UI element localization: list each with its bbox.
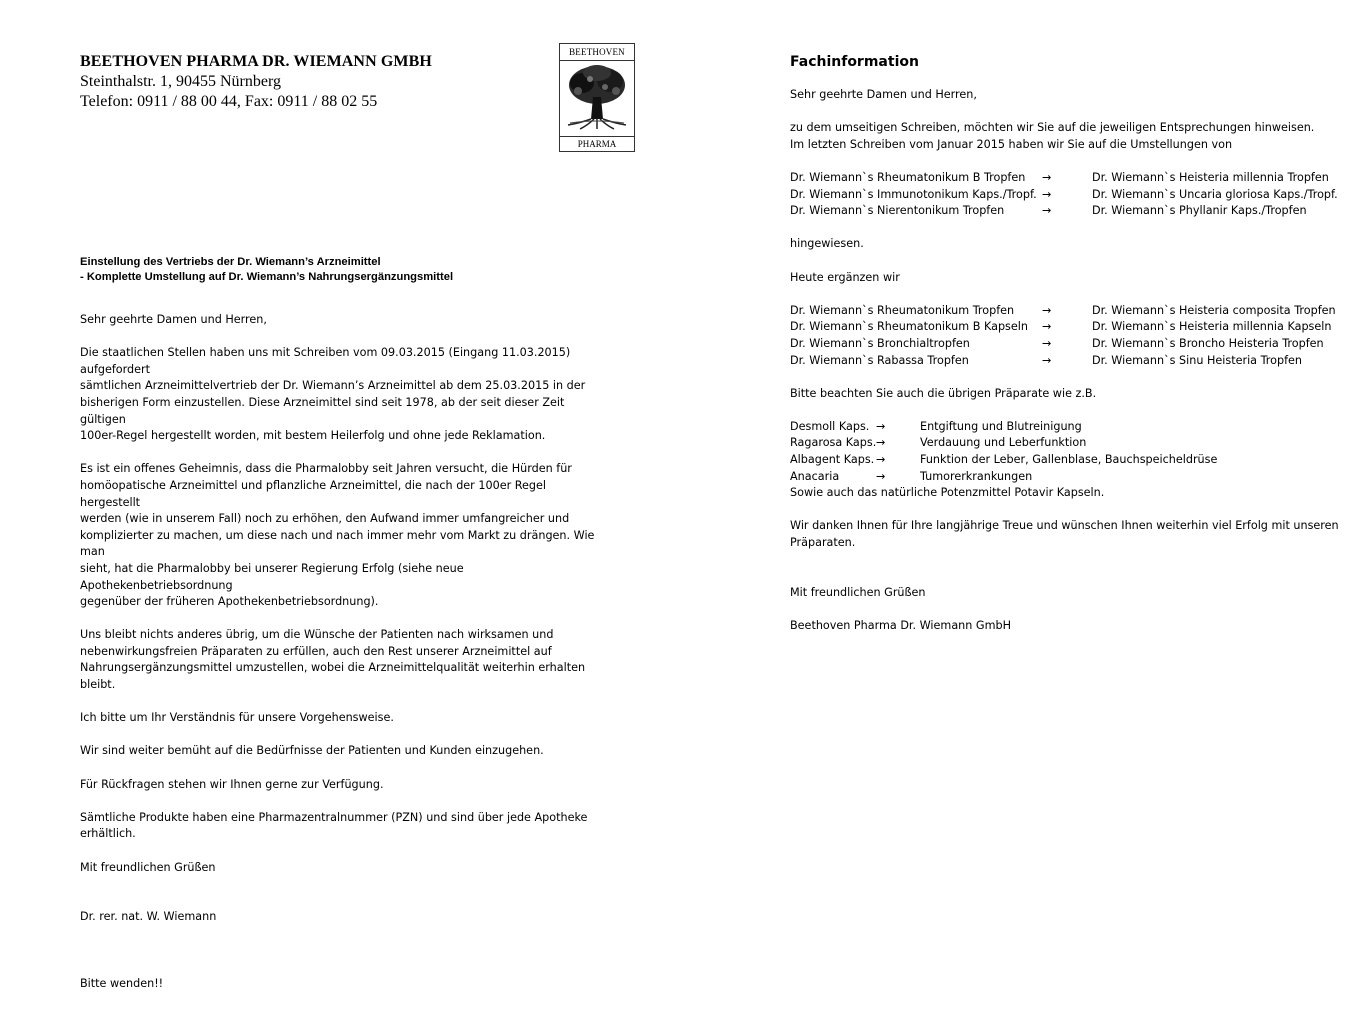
arrow-right-icon: → bbox=[876, 469, 886, 483]
letter-closing: Mit freundlichen Grüßen bbox=[80, 860, 216, 874]
new-mappings-list bbox=[790, 303, 1350, 369]
fachinfo-thanks: Wir danken Ihnen für Ihre langjährige Treue und wünschen Ihnen weiterhin viel Erfolg mit unseren Präparaten. bbox=[790, 519, 1339, 550]
mapping-to: Dr. Wiemann`s Phyllanir Kaps./Tropfen bbox=[1092, 204, 1307, 218]
fachinfo-body bbox=[790, 52, 1350, 634]
arrow-right-icon: → bbox=[1042, 353, 1052, 367]
mapping-to: Dr. Wiemann`s Broncho Heisteria Tropfen bbox=[1092, 336, 1324, 350]
mapping-from: Dr. Wiemann`s Nierentonikum Tropfen bbox=[790, 204, 1005, 218]
arrow-right-icon: → bbox=[876, 436, 886, 450]
preparation-name: Albagent Kaps. bbox=[790, 453, 875, 467]
fachinfo-other-intro: Bitte beachten Sie auch die übrigen Präparate wie z.B. bbox=[790, 386, 1097, 400]
arrow-right-icon: → bbox=[1042, 204, 1052, 218]
letter-paragraph: Die staatlichen Stellen haben uns mit Schreiben vom 09.03.2015 (Eingang 11.03.2015) aufgefordert sämtlichen Arzneimittelvertrieb der Dr. Wiemann’s Arzneimittel ab dem 25.03.2015 in der bisherigen Form einzustellen. Diese Arzneimittel sind seit 1978, ab der seit dieser Zeit gültigen 100er-Regel hergestellt worden, mit bestem Heilerfolg und ohne jede Reklamation. bbox=[80, 346, 586, 443]
previous-mappings-list bbox=[790, 170, 1350, 220]
fachinfo-after-previous: hingewiesen. bbox=[790, 237, 864, 251]
letter-paragraph: Es ist ein offenes Geheimnis, dass die Pharmalobby seit Jahren versucht, die Hürden für homöopatische Arzneimittel und pflanzliche Arzneimittel, die nach der 100er Regel hergestellt werden (wie in unserem Fall) noch zu erhöhen, den Aufwand immer umfangreicher und komplizierter zu machen, um diese nach und nach immer mehr vom Markt zu drängen. Wie man sieht, hat die Pharmalobby bei unserer Regierung Erfolg (siehe neue Apothekenbetriebsordnung gegenüber der früheren Apothekenbetriebsordnung). bbox=[80, 462, 595, 609]
letter-subject bbox=[80, 255, 453, 285]
mapping-row bbox=[790, 170, 1350, 187]
letter-page bbox=[0, 0, 684, 1025]
mapping-row bbox=[790, 187, 1350, 204]
preparation-use: Verdauung und Leberfunktion bbox=[920, 436, 1087, 450]
arrow-right-icon: → bbox=[1042, 187, 1052, 201]
company-address: Steinthalstr. 1, 90455 Nürnberg bbox=[80, 73, 282, 90]
mapping-to: Dr. Wiemann`s Heisteria millennia Kapseln bbox=[1092, 320, 1332, 334]
fachinfo-intro: zu dem umseitigen Schreiben, möchten wir Sie auf die jeweiligen Entsprechungen hinweisen. Im letzten Schreiben vom Januar 2015 haben wir Sie auf die Umstellungen von bbox=[790, 121, 1315, 151]
preparation-name: Ragarosa Kaps. bbox=[790, 436, 877, 450]
fachinfo-sender: Beethoven Pharma Dr. Wiemann GmbH bbox=[790, 618, 1011, 632]
company-phone-fax: Telefon: 0911 / 88 00 44, Fax: 0911 / 88 02 55 bbox=[80, 93, 378, 110]
letter-signature: Dr. rer. nat. W. Wiemann bbox=[80, 910, 217, 924]
letter-paragraph: Ich bitte um Ihr Verständnis für unsere Vorgehensweise. bbox=[80, 711, 394, 725]
logo-top-text: BEETHOVEN bbox=[560, 44, 634, 61]
fachinfo-also: Sowie auch das natürliche Potenzmittel Potavir Kapseln. bbox=[790, 486, 1105, 500]
company-logo bbox=[559, 43, 635, 152]
preparation-name: Anacaria bbox=[790, 469, 840, 483]
tree-icon bbox=[560, 61, 634, 133]
letter-paragraph: Wir sind weiter bemüht auf die Bedürfnisse der Patienten und Kunden einzugehen. bbox=[80, 744, 544, 758]
mapping-from: Dr. Wiemann`s Rabassa Tropfen bbox=[790, 353, 969, 367]
mapping-to: Dr. Wiemann`s Heisteria millennia Tropfen bbox=[1092, 170, 1329, 184]
arrow-right-icon: → bbox=[1042, 320, 1052, 334]
arrow-right-icon: → bbox=[1042, 303, 1052, 317]
arrow-right-icon: → bbox=[1042, 170, 1052, 184]
fachinfo-today-intro: Heute ergänzen wir bbox=[790, 270, 900, 284]
fachinfo-closing: Mit freundlichen Grüßen bbox=[790, 585, 926, 599]
subject-line-2: - Komplette Umstellung auf Dr. Wiemann’s Nahrungsergänzungsmittel bbox=[80, 271, 454, 283]
letter-footer-note: Bitte wenden!! bbox=[80, 976, 164, 990]
mapping-from: Dr. Wiemann`s Rheumatonikum B Tropfen bbox=[790, 170, 1026, 184]
mapping-from: Dr. Wiemann`s Bronchialtropfen bbox=[790, 336, 970, 350]
preparation-row bbox=[790, 419, 1350, 436]
mapping-row bbox=[790, 353, 1350, 370]
letter-body bbox=[80, 312, 600, 992]
letterhead bbox=[80, 52, 432, 112]
letter-paragraph: Sämtliche Produkte haben eine Pharmazentralnummer (PZN) und sind über jede Apotheke erhältlich. bbox=[80, 810, 588, 841]
other-preparations-list bbox=[790, 419, 1350, 485]
logo-bottom-text: PHARMA bbox=[560, 136, 634, 151]
mapping-row bbox=[790, 319, 1350, 336]
mapping-to: Dr. Wiemann`s Uncaria gloriosa Kaps./Tropf. bbox=[1092, 187, 1338, 201]
mapping-to: Dr. Wiemann`s Sinu Heisteria Tropfen bbox=[1092, 353, 1302, 367]
preparation-use: Entgiftung und Blutreinigung bbox=[920, 419, 1082, 433]
preparation-use: Funktion der Leber, Gallenblase, Bauchspeicheldrüse bbox=[920, 453, 1218, 467]
mapping-from: Dr. Wiemann`s Immunotonikum Kaps./Tropf. bbox=[790, 187, 1037, 201]
arrow-right-icon: → bbox=[876, 453, 886, 467]
letter-salutation: Sehr geehrte Damen und Herren, bbox=[80, 313, 267, 326]
company-name: BEETHOVEN PHARMA DR. WIEMANN GMBH bbox=[80, 53, 432, 70]
letter-paragraph: Für Rückfragen stehen wir Ihnen gerne zur Verfügung. bbox=[80, 777, 384, 791]
mapping-from: Dr. Wiemann`s Rheumatonikum Tropfen bbox=[790, 303, 1015, 317]
subject-line-1: Einstellung des Vertriebs der Dr. Wiemann’s Arzneimittel bbox=[80, 256, 381, 268]
arrow-right-icon: → bbox=[876, 419, 886, 433]
preparation-row bbox=[790, 452, 1350, 469]
arrow-right-icon: → bbox=[1042, 336, 1052, 350]
preparation-name: Desmoll Kaps. bbox=[790, 419, 870, 433]
mapping-from: Dr. Wiemann`s Rheumatonikum B Kapseln bbox=[790, 320, 1028, 334]
letter-paragraph: Uns bleibt nichts anderes übrig, um die Wünsche der Patienten nach wirksamen und nebenwirkungsfreien Präparaten zu erfüllen, auch den Rest unserer Arzneimittel auf Nahrungsergänzungsmittel umzustellen, wobei die Arzneimittelqualität weiterhin erhalten bleibt. bbox=[80, 628, 586, 692]
mapping-row bbox=[790, 303, 1350, 320]
mapping-row bbox=[790, 203, 1350, 220]
preparation-row bbox=[790, 435, 1350, 452]
mapping-row bbox=[790, 336, 1350, 353]
preparation-use: Tumorerkrankungen bbox=[920, 469, 1033, 483]
preparation-row bbox=[790, 469, 1350, 486]
fachinfo-page bbox=[684, 0, 1369, 1025]
fachinfo-salutation: Sehr geehrte Damen und Herren, bbox=[790, 88, 977, 101]
fachinfo-title: Fachinformation bbox=[790, 54, 919, 70]
mapping-to: Dr. Wiemann`s Heisteria composita Tropfen bbox=[1092, 303, 1336, 317]
